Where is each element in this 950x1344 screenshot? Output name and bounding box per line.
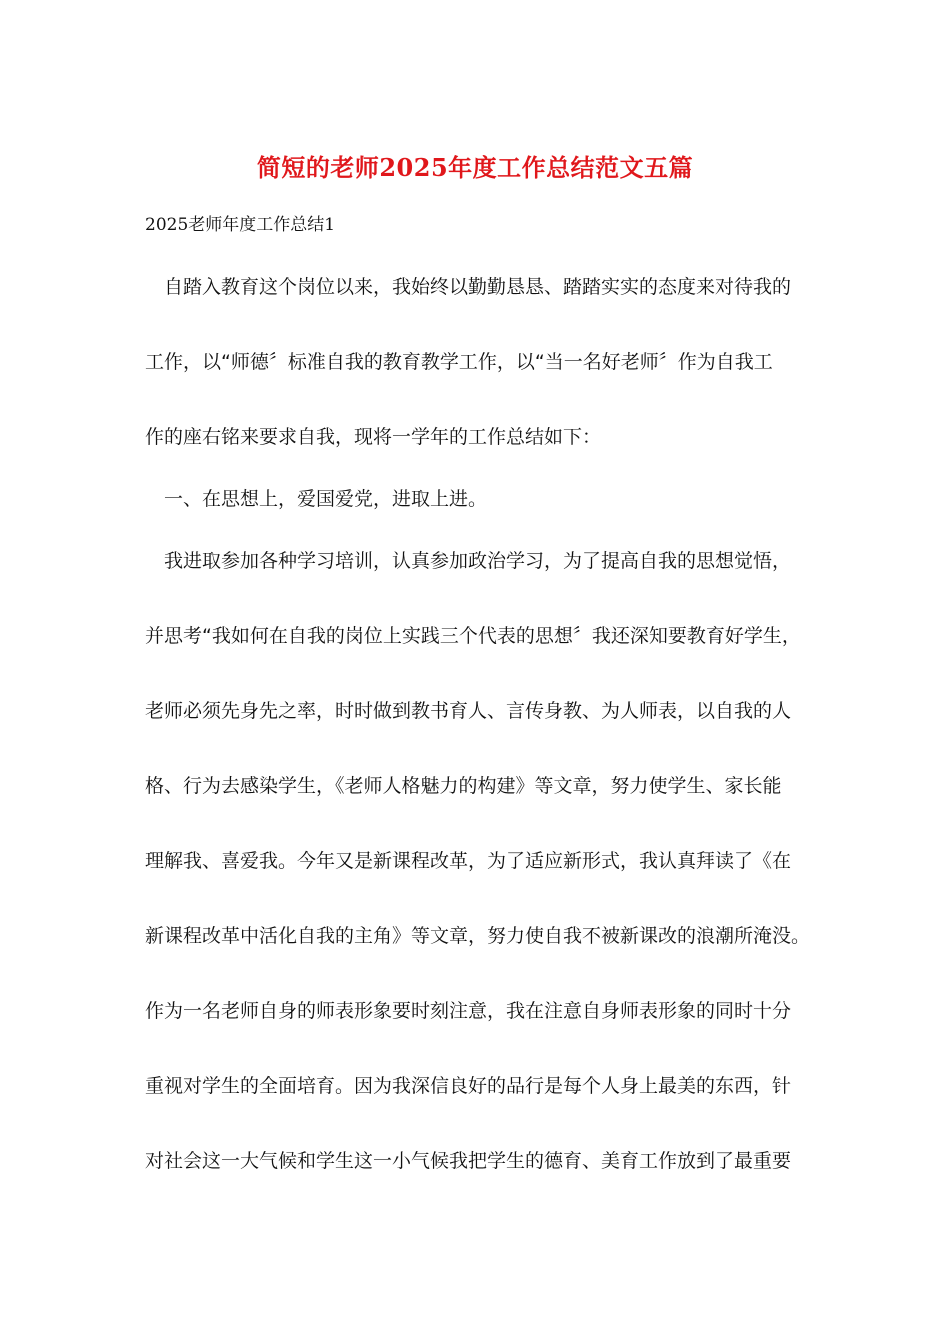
paragraph-line: 工作，以“师德〞标准自我的教育教学工作，以“当一名好老师〞作为自我工	[145, 351, 773, 373]
paragraph-line: 格、行为去感染学生，《老师人格魅力的构建》等文章，努力使学生、家长能	[145, 775, 782, 797]
paragraph-line: 作为一名老师自身的师表形象要时刻注意，我在注意自身师表形象的同时十分	[145, 1000, 792, 1022]
document-title: 简短的老师2025年度工作总结范文五篇	[256, 153, 694, 182]
subsection-heading: 一、在思想上，爱国爱党，进取上进。	[164, 488, 488, 510]
paragraph-line: 理解我、喜爱我。今年又是新课程改革，为了适应新形式，我认真拜读了《在	[145, 850, 792, 872]
section-heading: 2025老师年度工作总结1	[145, 215, 336, 235]
paragraph-line: 并思考“我如何在自我的岗位上实践三个代表的思想〞我还深知要教育好学生，	[145, 625, 801, 647]
paragraph-line: 对社会这一大气候和学生这一小气候我把学生的德育、美育工作放到了最重要	[145, 1150, 792, 1172]
paragraph-line: 自踏入教育这个岗位以来，我始终以勤勤恳恳、踏踏实实的态度来对待我的	[164, 276, 792, 298]
paragraph-line: 新课程改革中活化自我的主角》等文章，努力使自我不被新课改的浪潮所淹没。	[145, 925, 810, 947]
paragraph-line: 我进取参加各种学习培训，认真参加政治学习，为了提高自我的思想觉悟，	[164, 550, 792, 572]
paragraph-line: 作的座右铭来要求自我，现将一学年的工作总结如下：	[145, 426, 602, 448]
paragraph-line: 重视对学生的全面培育。因为我深信良好的品行是每个人身上最美的东西，针	[145, 1075, 792, 1097]
paragraph-line: 老师必须先身先之率，时时做到教书育人、言传身教、为人师表，以自我的人	[145, 700, 792, 722]
